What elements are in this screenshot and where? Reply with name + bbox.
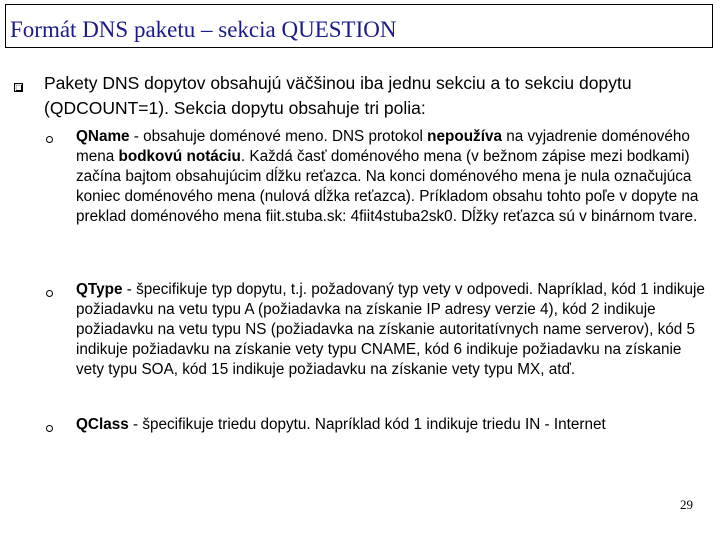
circle-bullet-icon xyxy=(46,290,53,297)
list-item-qclass xyxy=(76,415,706,435)
qtype-text: - špecifikuje typ dopytu, t.j. požadovaný typ vety v odpovedi. Napríklad, kód 1 indikuje požiadavku na vetu typu A (požiadavka na získanie IP adresy verzie 4), kód 2 indikuje požiadavku na vetu typu NS (požiadavka na získanie autoritatívnych name serverov), kód 5 indikuje požiadavku na získanie vety typu CNAME, kód 6 indikuje požiadavku na získanie vety typu SOA, kód 15 indikuje požiadavku na získanie vety typu MX, atď. xyxy=(76,281,705,378)
square-bullet-icon xyxy=(14,83,23,92)
qname-text-1: - obsahuje doménové meno. DNS protokol xyxy=(129,128,428,145)
circle-bullet-icon xyxy=(46,136,53,143)
term-qclass: QClass xyxy=(76,416,129,433)
list-item-qname xyxy=(76,127,706,227)
qname-bold-2: bodkovú notáciu xyxy=(118,148,241,165)
slide-title: Formát DNS paketu – sekcia QUESTION xyxy=(10,17,397,42)
qname-bold-1: nepoužíva xyxy=(427,128,502,145)
term-qname: QName xyxy=(76,128,130,145)
qname-text-2: na vyjadrenie doménového mena xyxy=(76,128,690,165)
intro-paragraph: Pakety DNS dopytov obsahujú väčšinou iba jednu sekciu a to sekciu dopytu (QDCOUNT=1). Sekcia dopytu obsahuje tri polia: xyxy=(44,73,632,118)
list-item-qtype xyxy=(76,280,706,380)
circle-bullet-icon xyxy=(46,425,53,432)
qclass-text: - špecifikuje triedu dopytu. Napríklad kód 1 indikuje triedu IN - Internet xyxy=(128,416,606,433)
term-qtype: QType xyxy=(76,281,123,298)
qname-text-3: . Každá časť doménového mena (v bežnom zápise mezi bodkami) začína bajtom obsahujúcim dĺžku reťazca. Na konci doménového mena je nula označujúca koniec doménového mena (nulová dĺžka reťazca). Príkladom obsahu tohto poľe v dopyte na preklad doménového mena fiit.stuba.sk: 4fiit4stuba2sk0. Dĺžky reťazca sú v binárnom tvare. xyxy=(76,148,699,225)
page-number: 29 xyxy=(680,497,693,512)
